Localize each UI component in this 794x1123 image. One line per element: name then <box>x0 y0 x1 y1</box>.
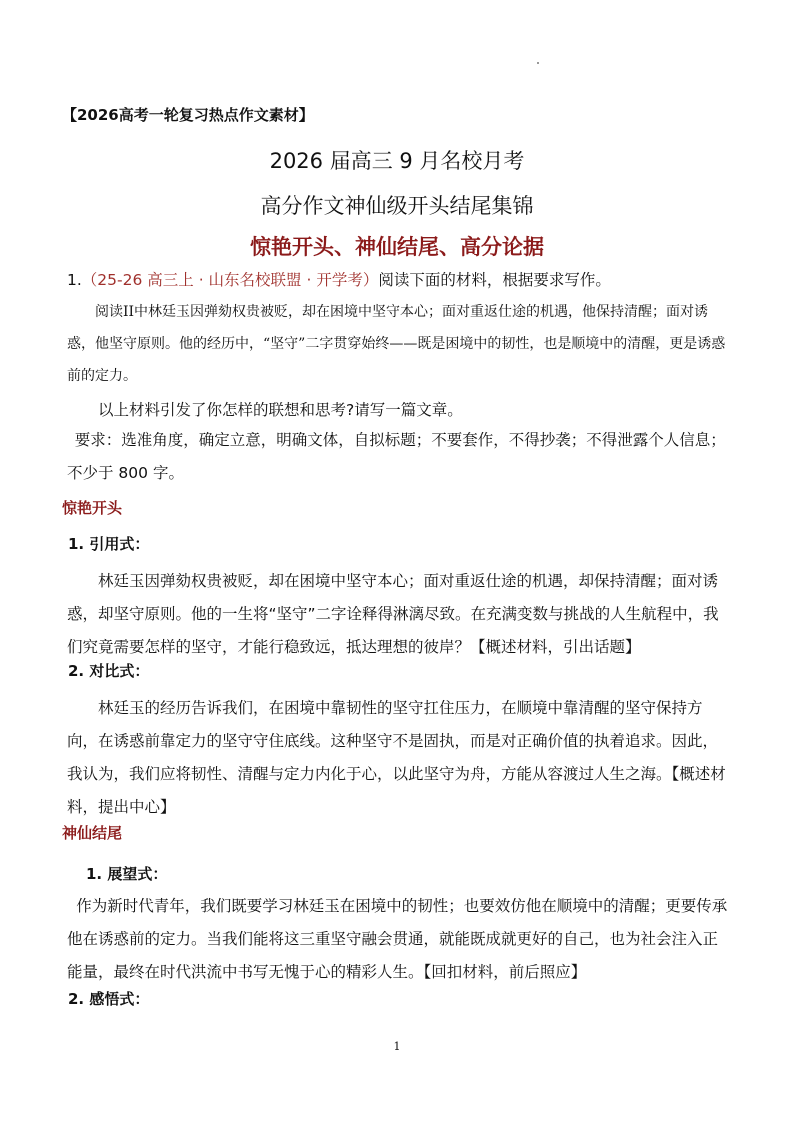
question-instruction: 阅读下面的材料，根据要求写作。 <box>378 271 611 289</box>
header-tag: 【2026高考一轮复习热点作文素材】 <box>62 106 314 124</box>
question-source: （25-26 高三上 · 山东名校联盟 · 开学考） <box>81 271 379 289</box>
title-line-3: 惊艳开头、神仙结尾、高分论据 <box>250 235 544 259</box>
section-heading-ending: 神仙结尾 <box>62 824 123 842</box>
title-line-2: 高分作文神仙级开头结尾集锦 <box>260 194 534 218</box>
question-line <box>67 264 732 297</box>
page-number: 1 <box>393 1040 401 1053</box>
ending-item-2-label: 2. 感悟式： <box>68 990 150 1008</box>
opening-item-1-label: 1. 引用式： <box>68 535 150 553</box>
question-requirement: 要求：选准角度，确定立意，明确文体，自拟标题；不要套作，不得抄袭；不得泄露个人信息；不少于 800 字。 <box>67 431 726 482</box>
section-heading-opening: 惊艳开头 <box>62 499 123 517</box>
question-number: 1. <box>67 271 82 289</box>
ending-item-1-text: 作为新时代青年，我们既要学习林廷玉在困境中的韧性；也要效仿他在顺境中的清醒；更要传承他在诱惑前的定力。当我们能将这三重坚守融会贯通，就能既成就更好的自己，也为社会注入正能量，最终在时代洪流中书写无愧于心的精彩人生。【回扣材料，前后照应】 <box>67 897 728 981</box>
question-ask: 以上材料引发了你怎样的联想和思考?请写一篇文章。 <box>98 401 463 419</box>
opening-item-2-label: 2. 对比式： <box>68 662 150 680</box>
question-material <box>67 296 732 392</box>
material-text: 阅读II中林廷玉因弹劾权贵被贬，却在困境中坚守本心；面对重返仕途的机遇，他保持清醒；面对诱惑，他坚守原则。他的经历中，“坚守”二字贯穿始终——既是困境中的韧性，也是顺境中的清醒，更是诱惑前的定力。 <box>67 304 726 384</box>
dot-mark <box>537 62 539 64</box>
ending-item-1-label: 1. 展望式： <box>86 865 168 883</box>
opening-item-2-text: 林廷玉的经历告诉我们，在困境中靠韧性的坚守扛住压力，在顺境中靠清醒的坚守保持方向，在诱惑前靠定力的坚守守住底线。这种坚守不是固执，而是对正确价值的执着追求。因此，我认为，我们应将韧性、清醒与定力内化于心，以此坚守为舟，方能从容渡过人生之海。【概述材料，提出中心】 <box>67 699 726 816</box>
opening-item-1-text: 林廷玉因弹劾权贵被贬，却在困境中坚守本心；面对重返仕途的机遇，却保持清醒；面对诱惑，却坚守原则。他的一生将“坚守”二字诠释得淋漓尽致。在充满变数与挑战的人生航程中，我们究竟需要怎样的坚守，才能行稳致远，抵达理想的彼岸？【概述材料，引出话题】 <box>67 572 719 656</box>
title-line-1: 2026 届高三 9 月名校月考 <box>269 149 525 173</box>
